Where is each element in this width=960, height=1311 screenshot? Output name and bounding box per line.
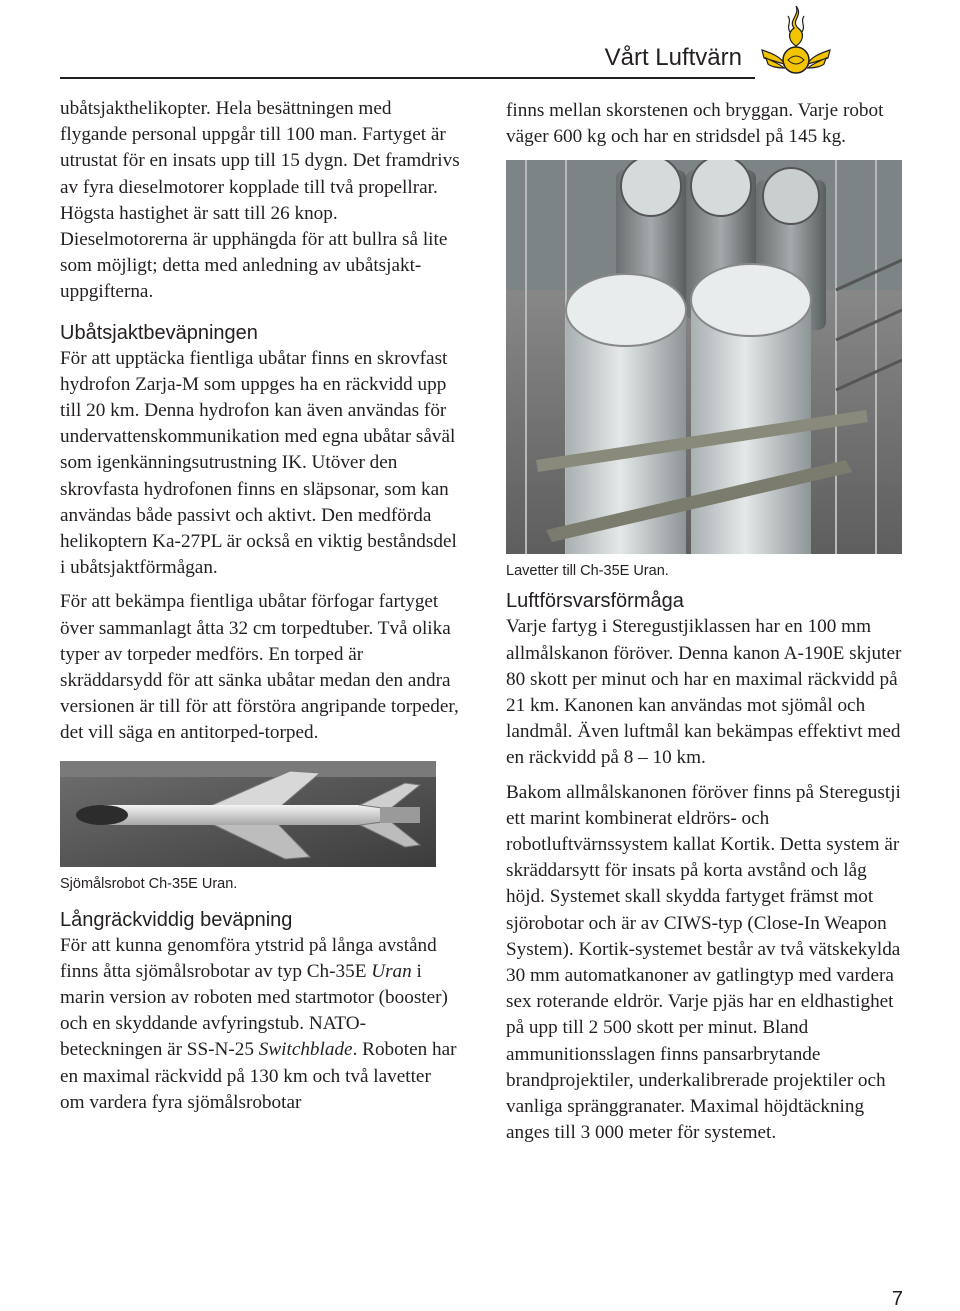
- longrange-paragraph: [60, 933, 460, 1116]
- asw-heading: Ubåtsjaktbeväpningen: [60, 321, 258, 344]
- right-column: [506, 98, 902, 1154]
- asw-paragraph-2: För att bekämpa fientliga ubåtar förfogar fartyget över sammanlagt åtta 32 cm torpedtuber. Två olika typer av torpeder medförs. En torped är skräddarsydd för att sänka ubåtar medan den andra versionen är till för att förstöra angripande torpeder, det vill säga en antitorped-torped.: [60, 591, 459, 744]
- airdefense-paragraph-2: Bakom allmålskanonen föröver finns på Steregustji ett marint kombinerat eldrörs- och robotluftvärnssystem kallat Kortik. Detta system är skräddarsytt för insats på korta avstånd och låg höjd. Systemet skall skydda fartyget främst mot sjörobotar och är av CIWS-typ (Close-In Weapon System). Kortik-systemet består av två vätskekylda 30 mm automatkanoner av gatlingtyp med vardera sex roterande eldrör. Varje pjäs har en eldhastighet på upp till 2 500 skott per minut. Bland ammunitionsslagen finns pansarbrytande brandprojektiler, underkalibrerade projektiler och vanliga spränggranater. Maximal höjdtäckning anges till 3 000 meter för systemet.: [506, 781, 901, 1144]
- air-defense-emblem-icon: [760, 2, 832, 82]
- intro-paragraph: ubåtsjakthelikopter. Hela besättningen med flygande personal uppgår till 100 man. Fartyget är utrustat för en insats upp till 15 dygn. Det framdrivs av fyra dieselmotorer kopplade till två propellrar. Högsta hastighet är satt till 26 knop. Dieselmotorerna är upphängda för att bullra så lite som möjligt; detta med anledning av ubåtsjaktuppgifterna.: [60, 98, 460, 303]
- longrange-heading: Långräckviddig beväpning: [60, 908, 293, 931]
- longrange-italic-switchblade: Switchblade: [258, 1039, 353, 1061]
- continuation-paragraph: finns mellan skorstenen och bryggan. Varje robot väger 600 kg och har en stridsdel på 145 kg.: [506, 100, 884, 148]
- missile-launcher-photo: [506, 160, 902, 554]
- asw-paragraph-1: För att upptäcka fientliga ubåtar finns en skrovfast hydrofon Zarja-M som uppges ha en räckvidd upp till 20 km. Denna hydrofon kan även användas för undervattenskommunikation med egna ubåtar såväl som igenkänningsutrustning IK. Utöver den skrovfasta hydrofonen finns en släpsonar, som kan användas både passivt och aktivt. Den medförda helikoptern Ka-27PL är också en viktig beståndsdel i ubåtsjaktförmågan.: [60, 347, 457, 579]
- airdefense-heading: Luftförsvarsförmåga: [506, 590, 684, 613]
- running-header-title: Vårt Luftvärn: [604, 44, 742, 71]
- longrange-italic-uran: Uran: [371, 960, 412, 982]
- page-number: 7: [891, 1288, 903, 1310]
- anti-ship-missile-photo: [60, 761, 436, 867]
- longrange-text-2: i marin version av roboten med startmotor (booster) och en skyddande avfyringstub. NATO-beteckningen är SS-N-25: [60, 960, 448, 1061]
- longrange-text-3: . Roboten har en maximal räckvidd på 130 km och två lavetter om vardera fyra sjömålsrobotar: [60, 1039, 457, 1113]
- missile-caption: Sjömålsrobot Ch-35E Uran.: [60, 875, 238, 892]
- longrange-text-1: För att kunna genomföra ytstrid på långa avstånd finns åtta sjömålsrobotar av typ Ch-35E: [60, 934, 437, 982]
- airdefense-paragraph-1: Varje fartyg i Steregustjiklassen har en 100 mm allmålskanon föröver. Denna kanon A-190E skjuter 80 skott per minut och har en maximal räckvidd på 21 km. Kanonen kan användas mot sjömål och landmål. Även luftmål kan bekämpas effektivt med en räckvidd på 8 – 10 km.: [506, 616, 902, 769]
- launcher-caption: Lavetter till Ch-35E Uran.: [506, 563, 669, 580]
- left-column: [60, 96, 460, 1124]
- header-rule: [60, 77, 755, 79]
